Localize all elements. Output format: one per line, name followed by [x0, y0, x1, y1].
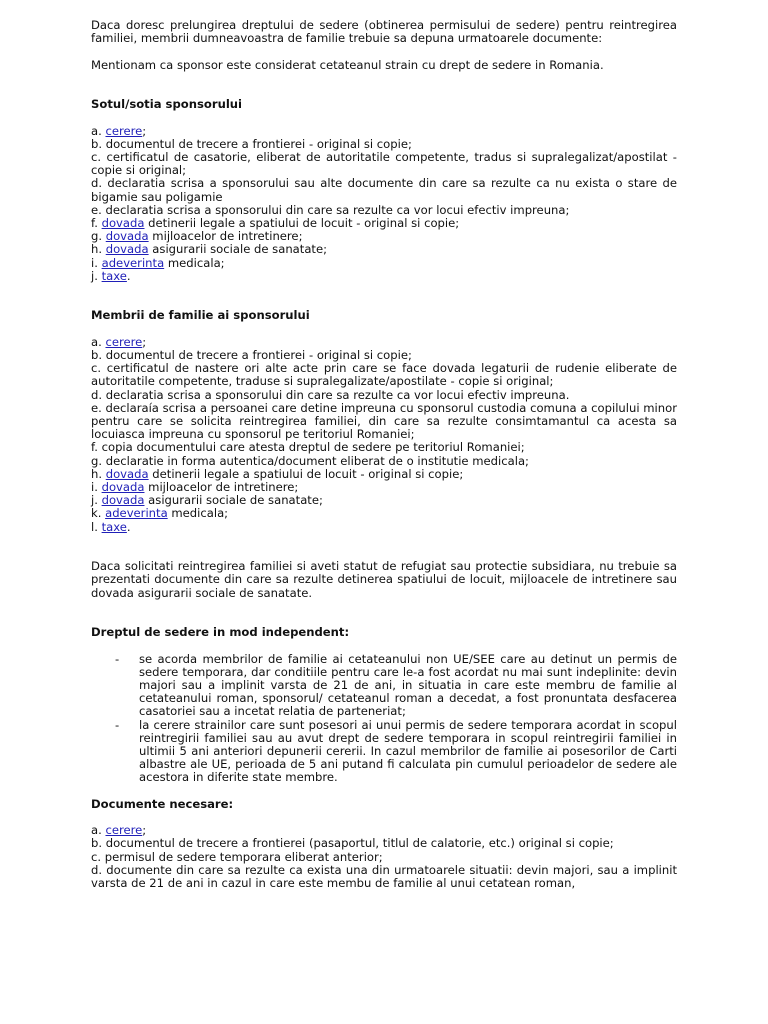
section-heading-required-documents: Documente necesare: — [91, 796, 234, 811]
list-item-text: ; — [142, 334, 147, 349]
list-item-text: c. permisul de sedere temporara eliberat anterior; — [91, 849, 383, 864]
document-link-cerere[interactable]: cerere — [105, 823, 143, 838]
document-link-taxe[interactable]: taxe — [101, 268, 127, 283]
document-link-dovada[interactable]: dovada — [105, 466, 149, 481]
list-item-text: . — [126, 268, 131, 283]
list-item-text: j. — [91, 268, 102, 283]
document-link-dovada[interactable]: dovada — [105, 242, 149, 257]
spouse-document-list — [91, 125, 677, 283]
list-item-text: i. — [91, 255, 102, 270]
list-item-text: la cerere strainilor care sunt posesori ai unui permis de sedere temporara acordat in scopul reintregirii familiei sau au avut drept de sedere temporara in scopul reintregirii familiei in ultimii 5 ani anteriori depunerii cererii. In cazul membrilor de familie ai posesorilor de Carti albastre ale UE, perioada de 5 ani putand fi calculata pin cumulul perioadelor de sedere ale acestora in diferite state membre. — [139, 717, 677, 785]
list-item-text: ; — [142, 123, 147, 138]
list-item-text: c. certificatul de casatorie, eliberat de autoritatile competente, tradus si supralegalizat/apostilat - copie si original; — [91, 149, 677, 178]
list-item-text: h. — [91, 242, 106, 257]
list-item-text: asigurarii sociale de sanatate; — [148, 242, 328, 257]
document-link-cerere[interactable]: cerere — [105, 334, 143, 349]
list-item-text: g. declaratie in forma autentica/document eliberat de o institutie medicala; — [91, 453, 529, 468]
list-item — [91, 719, 677, 785]
list-item — [91, 507, 677, 520]
document-link-dovada[interactable]: dovada — [101, 493, 145, 508]
section-heading-family-members: Membrii de familie ai sponsorului — [91, 308, 310, 323]
list-item-text: b. documentul de trecere a frontierei (pasaportul, titlul de calatorie, etc.) original si copie; — [91, 836, 614, 851]
list-item-text: i. — [91, 480, 102, 495]
list-item-text: a. — [91, 123, 106, 138]
list-item — [91, 151, 677, 177]
document-link-cerere[interactable]: cerere — [105, 123, 143, 138]
list-item-text: mijloacelor de intretinere; — [144, 480, 299, 495]
section-heading-spouse: Sotul/sotia sponsorului — [91, 97, 243, 112]
document-link-adeverinta[interactable]: adeverinta — [105, 506, 168, 521]
list-item-text: . — [126, 519, 131, 534]
dash-bullet: - — [115, 651, 120, 666]
independent-residence-list — [91, 653, 677, 785]
refugee-note: Daca solicitati reintregirea familiei si aveti statut de refugiat sau protectie subsidiara, nu trebuie sa prezentati documente din care sa rezulte detinerea spatiului de locuit, mijloacele de intretinere sau dovada asigurarii sociale de sanatate. — [91, 559, 677, 600]
list-item-text: e. declaratia scrisa a sponsorului din care sa rezulte ca vor locui efectiv impreuna; — [91, 202, 570, 217]
list-item — [91, 177, 677, 203]
list-item-text: detinerii legale a spatiului de locuit - original si copie; — [148, 466, 464, 481]
list-item-text: se acorda membrilor de familie ai cetateanului non UE/SEE care au detinut un permis de sedere temporara, dar conditiile pentru care le-a fost acordat nu mai sunt indeplinite: devin majori sau a implinit varsta de 21 de ani, in situatia in care este membru de familie al cetateanului roman, sponsorul/ cetateanul roman a decedat, a fost pronuntata desfacerea casatoriei sau a incetat relatia de parteneriat; — [139, 651, 677, 719]
list-item — [91, 521, 677, 534]
list-item-text: f. — [91, 216, 102, 230]
list-item — [91, 402, 677, 442]
list-item — [91, 257, 677, 270]
list-item-text: a. — [91, 334, 106, 349]
list-item-text: medicala; — [167, 506, 229, 521]
document-content — [91, 19, 677, 890]
sponsor-definition: Mentionam ca sponsor este considerat cetateanul strain cu drept de sedere in Romania. — [91, 57, 604, 72]
document-link-taxe[interactable]: taxe — [101, 519, 127, 534]
list-item-text: a. — [91, 823, 106, 838]
list-item-text: medicala; — [164, 255, 225, 270]
document-link-dovada[interactable]: dovada — [101, 480, 145, 495]
dash-bullet: - — [115, 717, 120, 732]
list-item — [91, 653, 677, 719]
list-item-text: h. — [91, 466, 106, 481]
list-item-text: d. declaratia scrisa a sponsorului din care sa rezulte ca vor locui efectiv impreuna. — [91, 387, 570, 402]
intro-paragraph: Daca doresc prelungirea dreptului de sedere (obtinerea permisului de sedere) pentru reintregirea familiei, membrii dumneavoastra de familie trebuie sa depuna urmatoarele documente: — [91, 18, 677, 46]
family-document-list — [91, 336, 677, 534]
list-item-text: l. — [91, 519, 102, 534]
list-item-text: asigurarii sociale de sanatate; — [144, 493, 323, 508]
list-item-text: j. — [91, 493, 102, 508]
list-item-text: g. — [91, 229, 106, 244]
list-item-text: d. declaratia scrisa a sponsorului sau alte documente din care sa rezulte ca nu exista o stare de bigamie sau poligamie — [91, 176, 677, 204]
document-link-dovada[interactable]: dovada — [101, 216, 145, 230]
list-item-text: k. — [91, 506, 106, 521]
list-item-text: d. documente din care sa rezulte ca exista una din urmatoarele situatii: devin majori, sau a implinit varsta de 21 de ani in cazul in care este membu de familie al unui cetatean roman, — [91, 862, 677, 891]
list-item-text: mijloacelor de intretinere; — [148, 229, 303, 244]
list-item-text: f. copia documentului care atesta dreptul de sedere pe teritoriul Romaniei; — [91, 440, 525, 455]
section-heading-independent-residence: Dreptul de sedere in mod independent: — [91, 625, 350, 640]
list-item-text: c. certificatul de nastere ori alte acte prin care se face dovada legaturii de rudenie eliberate de autoritatile competente, traduse si supralegalizate/apostilate - copie si original; — [91, 361, 677, 389]
document-link-adeverinta[interactable]: adeverinta — [101, 255, 165, 270]
list-item-text: e. declaraía scrisa a persoanei care detine impreuna cu sponsorul custodia comuna a copilului minor pentru care se solicita reintregirea familiei, din care sa rezulte consimtamantul ca acesta sa locuiasca impreuna cu sponsorul pe teritoriul Romaniei; — [91, 400, 677, 442]
required-document-list — [91, 824, 677, 890]
list-item — [91, 270, 677, 283]
list-item — [91, 362, 677, 388]
list-item-text: b. documentul de trecere a frontierei - original si copie; — [91, 136, 412, 151]
list-item — [91, 864, 677, 890]
document-link-dovada[interactable]: dovada — [105, 229, 149, 244]
list-item-text: ; — [142, 823, 147, 838]
list-item-text: detinerii legale a spatiului de locuit - original si copie; — [144, 216, 460, 230]
list-item-text: b. documentul de trecere a frontierei - original si copie; — [91, 348, 412, 362]
